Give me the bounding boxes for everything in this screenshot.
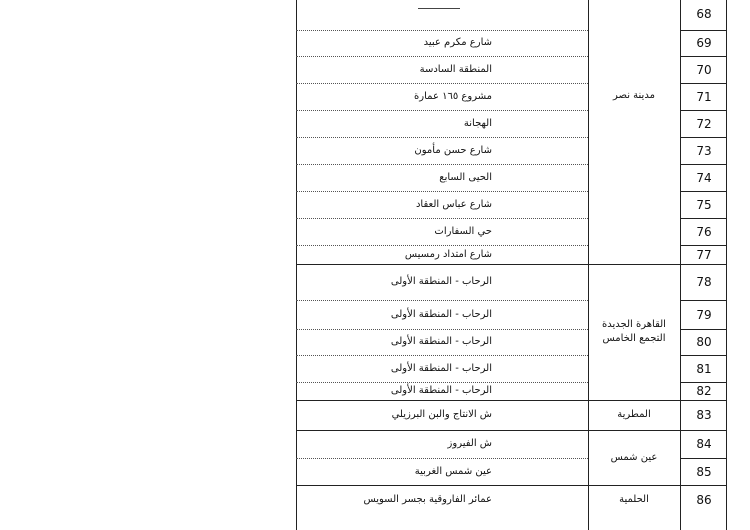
street-rule (296, 191, 588, 192)
district-rule (296, 400, 680, 401)
row-rule (680, 264, 726, 265)
district-name-line: القاهرة الجديدة (602, 319, 666, 330)
row-rule (680, 458, 726, 459)
row-number: 82 (696, 384, 712, 398)
row-rule (680, 300, 726, 301)
street-name: المنطقة السادسة (419, 63, 492, 75)
row-number: 78 (696, 275, 712, 289)
street-rule (296, 164, 588, 165)
row-number: 73 (696, 143, 712, 158)
street-rule (296, 300, 588, 301)
street-name: عين شمس الغربية (414, 465, 492, 477)
row-number: 80 (696, 335, 712, 349)
district-name-line: التجمع الخامس (602, 333, 666, 344)
row-rule (680, 218, 726, 219)
row-rule (680, 485, 726, 486)
row-rule (680, 164, 726, 165)
row-number: 69 (696, 36, 712, 50)
row-rule (680, 400, 726, 401)
row-number: 75 (696, 197, 712, 212)
row-number: 85 (696, 464, 712, 479)
district-rule (296, 264, 680, 265)
row-rule (680, 110, 726, 111)
row-number: 68 (696, 7, 712, 21)
row-rule (680, 56, 726, 57)
street-name: الرحاب - المنطقة الأولى (390, 336, 492, 347)
district-name (588, 408, 680, 422)
row-number: 81 (696, 361, 712, 376)
district-rule (296, 430, 680, 431)
street-rule (296, 110, 588, 111)
street-rule (296, 458, 588, 459)
column-rule (726, 0, 727, 530)
street-name: شارع امتداد رمسيس (404, 248, 492, 260)
street-name: شارع مكرم عبيد (423, 37, 492, 48)
row-number: 84 (696, 437, 712, 451)
cut-off-row-mark (418, 8, 460, 9)
street-rule (296, 245, 588, 246)
column-rule (680, 0, 681, 530)
district-name-line: مدينة نصر (613, 90, 655, 101)
street-rule (296, 137, 588, 138)
row-rule (680, 30, 726, 31)
row-rule (680, 430, 726, 431)
street-name: حي السفارات (434, 225, 492, 237)
row-number: 86 (696, 493, 712, 507)
row-rule (680, 191, 726, 192)
row-rule (680, 137, 726, 138)
street-name: ش الانتاج والبن البرزيلي (391, 409, 492, 420)
street-name: الرحاب - المنطقة الأولى (390, 308, 492, 320)
row-rule (680, 245, 726, 246)
street-rule (296, 329, 588, 330)
column-rule (296, 0, 297, 530)
row-number: 79 (696, 307, 712, 322)
row-rule (680, 329, 726, 330)
street-rule (296, 355, 588, 356)
row-rule (680, 355, 726, 356)
row-number: 74 (696, 170, 712, 185)
district-name (588, 318, 680, 346)
street-name: الحيى السابع (439, 171, 492, 183)
row-number: 83 (696, 408, 712, 422)
street-name: الهجانة (463, 117, 492, 129)
street-name: الرحاب - المنطقة الأولى (390, 362, 492, 374)
street-rule (296, 56, 588, 57)
street-name: شارع حسن مأمون (414, 144, 492, 156)
row-number: 77 (696, 247, 712, 262)
street-rule (296, 30, 588, 31)
row-number: 71 (696, 89, 712, 104)
district-name-line: الحلمية (619, 494, 649, 505)
street-rule (296, 218, 588, 219)
street-name: مشروع ١٦٥ عمارة (414, 90, 492, 102)
street-rule (296, 382, 588, 383)
row-number: 72 (696, 116, 712, 131)
street-name: الرحاب - المنطقة الأولى (390, 276, 492, 287)
row-number: 70 (696, 62, 712, 77)
district-name-line: المطرية (617, 409, 651, 420)
row-rule (680, 382, 726, 383)
street-rule (296, 83, 588, 84)
street-name: ش الفيروز (447, 438, 492, 449)
street-name: عمائر الفاروقية بجسر السويس (363, 494, 492, 505)
district-rule (296, 485, 680, 486)
district-name-line: عين شمس (610, 451, 658, 463)
row-number: 76 (696, 224, 712, 239)
district-name (588, 89, 680, 103)
district-name (588, 451, 680, 465)
street-name: شارع عباس العقاد (415, 198, 492, 210)
row-rule (680, 83, 726, 84)
district-name (588, 493, 680, 507)
street-name: الرحاب - المنطقة الأولى (390, 385, 492, 396)
